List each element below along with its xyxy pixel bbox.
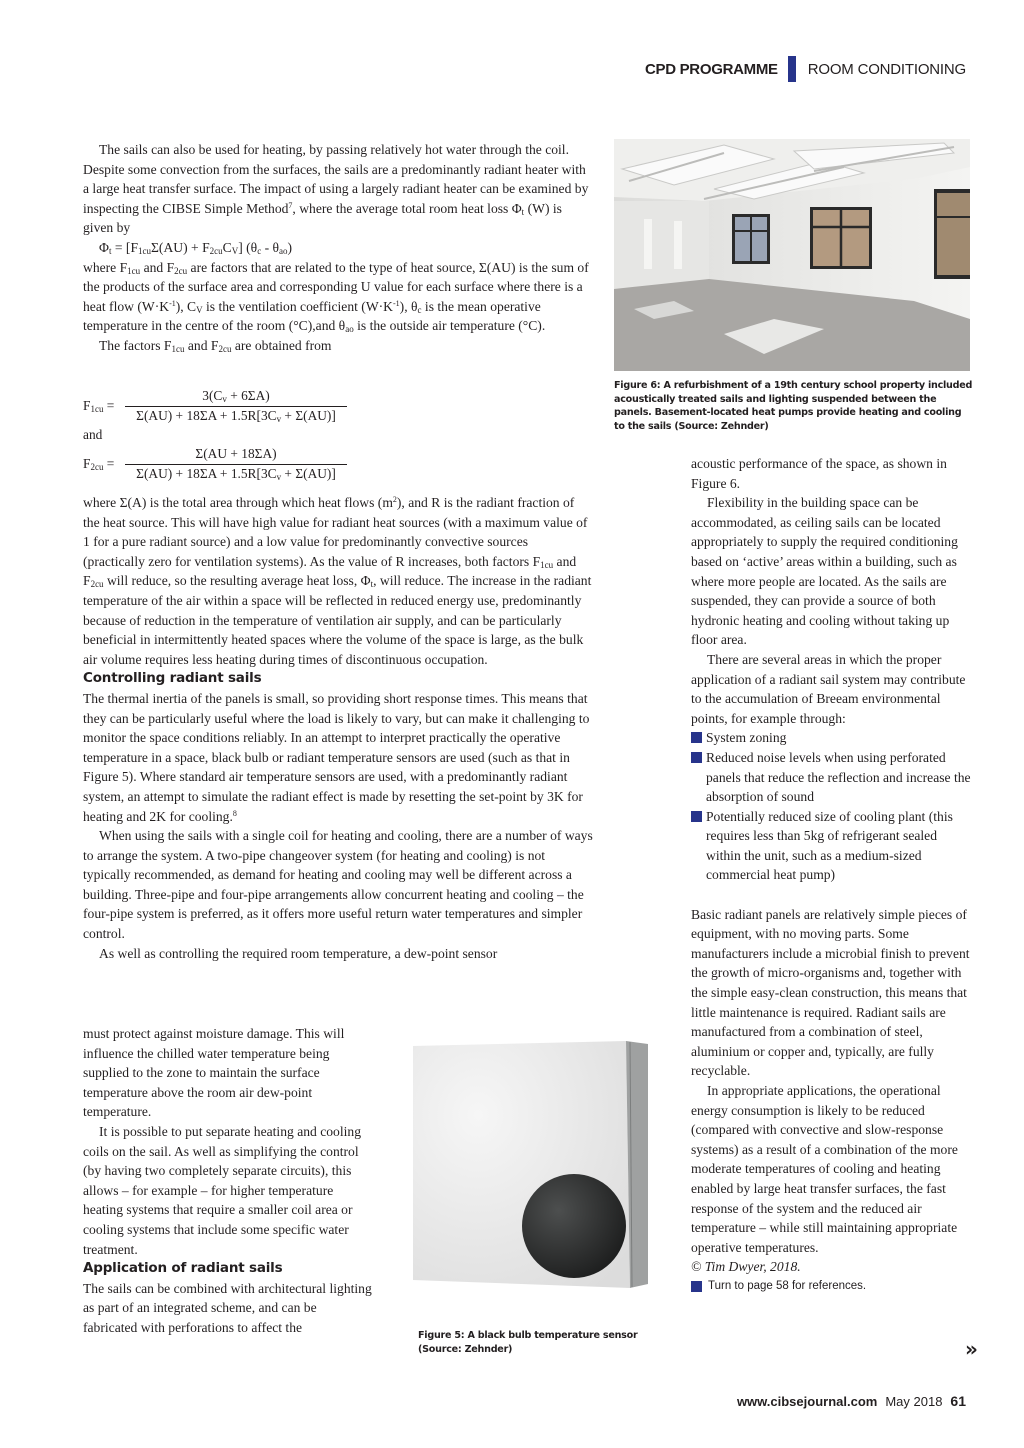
header-divider-bar bbox=[788, 56, 796, 82]
bullet-item: System zoning bbox=[691, 728, 974, 748]
right-paragraph-2: Flexibility in the building space can be accommodated, as ceiling sails can be located appropriately to supply the required conditioning based on ‘active’ areas within a building, such as where more people are located. As the sails are suspended, they can provide a source of both hydronic heating and cooling without taking up floor area. bbox=[691, 495, 958, 648]
page-number: 61 bbox=[950, 1393, 966, 1409]
bullet-square-icon bbox=[691, 732, 702, 743]
right-column bbox=[691, 454, 974, 1297]
application-paragraph-1: The sails can be combined with architectural lighting as part of an integrated scheme, and can be fabricated with perforations to affect the bbox=[83, 1280, 372, 1335]
section-label: CPD PROGRAMME bbox=[644, 60, 778, 78]
right-paragraph-5: In appropriate applications, the operational energy consumption is likely to be reduced (compared with convective and slow-response systems) as a result of a combination of the more moderate temperatures of cooling and heating enabled by large heat transfer surfaces, the fast response of the system and the reduced air temperature – while still maintaining appropriate operative temperatures. bbox=[691, 1083, 958, 1255]
bullet-square-icon bbox=[691, 811, 702, 822]
f1cu-numerator: $3(C_v + 6\Sigma A)$ bbox=[125, 387, 347, 407]
black-bulb bbox=[522, 1174, 626, 1278]
figure-5-caption: Figure 5: A black bulb temperature sensor (Source: Zehnder) bbox=[418, 1330, 638, 1355]
figure-5-photo bbox=[408, 1036, 664, 1292]
f2cu-numerator: Σ(AU + 18ΣA) bbox=[125, 445, 347, 465]
left-column-middle bbox=[83, 493, 593, 963]
f1cu-denominator: $\Sigma(AU) + 18\Sigma A + 1.5R[3C_v + \Sigma(AU)]$ bbox=[136, 408, 336, 424]
right-paragraph-1: acoustic performance of the space, as shown in Figure 6. bbox=[691, 456, 947, 491]
right-paragraph-4: Basic radiant panels are relatively simple pieces of equipment, with no moving parts. Some manufacturers include a microbial finish to prevent the growth of micro-organisms and, together with the simple easy-clean construction, this means that little maintenance is required. Radiant sails are manufactured from a combination of steel, aluminium or copper and, typically, are fully recyclable. bbox=[691, 906, 970, 1079]
controlling-paragraph-3-cont: must protect against moisture damage. This will influence the chilled water temperature being supplied to the zone to maintain the surface temperature above the room air dew-point temperature. bbox=[83, 1026, 345, 1120]
figure-6-caption: Figure 6: A refurbishment of a 19th century school property included acoustically treated sails and lighting suspended between the panels. Basement-located heat pumps provide heating and cooling to the sails (Source: Zehnder) bbox=[614, 380, 973, 432]
running-header bbox=[645, 56, 966, 82]
controlling-paragraph-1: The thermal inertia of the panels is small, so providing short response times. This means that they can be particularly useful where the load is likely to vary, but can make it challenging to monitor the space conditions reliably. In an attempt to interpret practically the operative temperature in a space, black bulb or radiant temperature sensors are used (such as that in Figure 5). Where standard air temperature sensors are used, with a predominantly radiant system, an attempt to simulate the radiant effect is made by resetting the set-point by 3K for heating and 2K for cooling.$^8$ bbox=[83, 690, 590, 824]
bullet-item: Reduced noise levels when using perforated panels that reduce the reflection and increase the absorption of sound bbox=[691, 748, 974, 807]
journal-url[interactable]: www.cibsejournal.com bbox=[736, 1394, 878, 1409]
left-column-top bbox=[83, 140, 593, 356]
factors-paragraph: The factors $F_{1cu}$ and $F_{2cu}$ are obtained from bbox=[99, 337, 332, 354]
figure-6-photo bbox=[614, 139, 970, 371]
references-note: Turn to page 58 for references. bbox=[691, 1277, 974, 1297]
bullet-square-icon bbox=[691, 752, 702, 763]
controlling-heading: Controlling radiant sails bbox=[83, 670, 262, 687]
factor-formulas bbox=[83, 386, 353, 484]
bullet-square-icon bbox=[691, 1281, 702, 1292]
intro-paragraph: The sails can also be used for heating, by passing relatively hot water through the coil. Despite some convection from the surfaces, the sails are a predominantly radiant heater with a large heat transfer surface. The impact of using a largely radiant heater can be examined by inspecting the CIBSE Simple Method$^7$, where the average total room heat loss $\Phi_t$ (W) is given by bbox=[83, 142, 589, 236]
black-bulb-sensor-illustration bbox=[408, 1036, 664, 1292]
f1cu-formula: $F_{1cu}$ = $\frac{3(C_v + 6\Sigma A)}{\Sigma(AU) + 18\Sigma A + 1.5R[3C_v + \Sigma(AU)]}$ bbox=[83, 386, 353, 426]
f2cu-formula: $F_{2cu}$ = $\frac{\Sigma(AU + 18\Sigma A)}{\Sigma(AU) + 18\Sigma A + 1.5R[3C_v + \Sigma(AU)]}$ bbox=[83, 444, 353, 484]
refurbished-room-illustration bbox=[614, 139, 970, 371]
left-column-bottom bbox=[83, 1024, 373, 1338]
and-connector: and bbox=[83, 427, 103, 442]
author-credit: © Tim Dwyer, 2018. bbox=[691, 1259, 801, 1275]
application-heading: Application of radiant sails bbox=[83, 1260, 283, 1277]
variables-paragraph: where $F_{1cu}$ and $F_{2cu}$ are factors that are related to the type of heat source, Σ(AU) is the sum of the products of the surface area and corresponding U value for each surface where there is a heat flow $(W\cdot K^{-1})$, $C_V$ is the ventilation coefficient $(W\cdot K^{-1})$, $\theta_c$ is the mean operative temperature in the centre of the room (°C),and $\theta_{ao}$ is the outside air temperature (°C). bbox=[83, 259, 589, 335]
area-paragraph: where Σ(A) is the total area through which heat flows $(m^2)$, and R is the radiant fraction of the heat source. This will have high value for radiant heat sources (with a maximum value of 1 for a pure radiant source) and a low value for predominantly convective sources (practically zero for ventilation systems). As the value of R increases, both factors $F_{1cu}$ and $F_{2cu}$ will reduce, so the resulting average heat loss, $\Phi_t$, will reduce. The increase in the radiant temperature of the air within a space will be reflected in reduced energy use, predominantly because of reduction in the temperature of ventilation air supply, and can be particularly beneficial in intermittently heated spaces where the volume of the space is large, as the bulk air volume requires less heating during times of discontinuous occupation. bbox=[83, 495, 592, 667]
issue-date: May 2018 bbox=[885, 1394, 943, 1409]
bullet-item: Potentially reduced size of cooling plant (this requires less than 5kg of refrigerant sealed within the unit, such as a medium-sized commercial heat pump) bbox=[691, 807, 974, 885]
f2cu-denominator: $\Sigma(AU) + 18\Sigma A + 1.5R[3C_v + \Sigma(AU)]$ bbox=[136, 466, 336, 482]
heat-loss-equation: $\Phi_t = [F_{1cu}\Sigma(AU) + F_{2cu}C_V]$ $(\theta_c - \theta_{ao})$ bbox=[99, 239, 293, 256]
right-paragraph-3: There are several areas in which the proper application of a radiant sail system may contribute to the accumulation of Breeam environmental points, for example through: bbox=[691, 651, 966, 726]
controlling-paragraph-3-start: As well as controlling the required room temperature, a dew-point sensor bbox=[99, 945, 498, 961]
continue-arrow-icon: » bbox=[965, 1337, 978, 1361]
topic-label: ROOM CONDITIONING bbox=[807, 60, 966, 78]
controlling-paragraph-4: It is possible to put separate heating and cooling coils on the sail. As well as simplifying the control (by having two completely separate circuits), this allows – for example – for higher temperature heating systems that require a smaller coil area or cooling systems that include some specific water treatment. bbox=[83, 1123, 361, 1257]
page-footer bbox=[737, 1393, 966, 1409]
controlling-paragraph-2: When using the sails with a single coil for heating and cooling, there are a number of ways to arrange the system. A two-pipe changeover system (for heating and cooling) is not typically recommended, as demand for heating and cooling may well be different across a building. Three-pipe and four-pipe arrangements allow concurrent heating and cooling – the four-pipe system is preferred, as it offers more useful return water temperatures and simpler control. bbox=[83, 828, 593, 942]
